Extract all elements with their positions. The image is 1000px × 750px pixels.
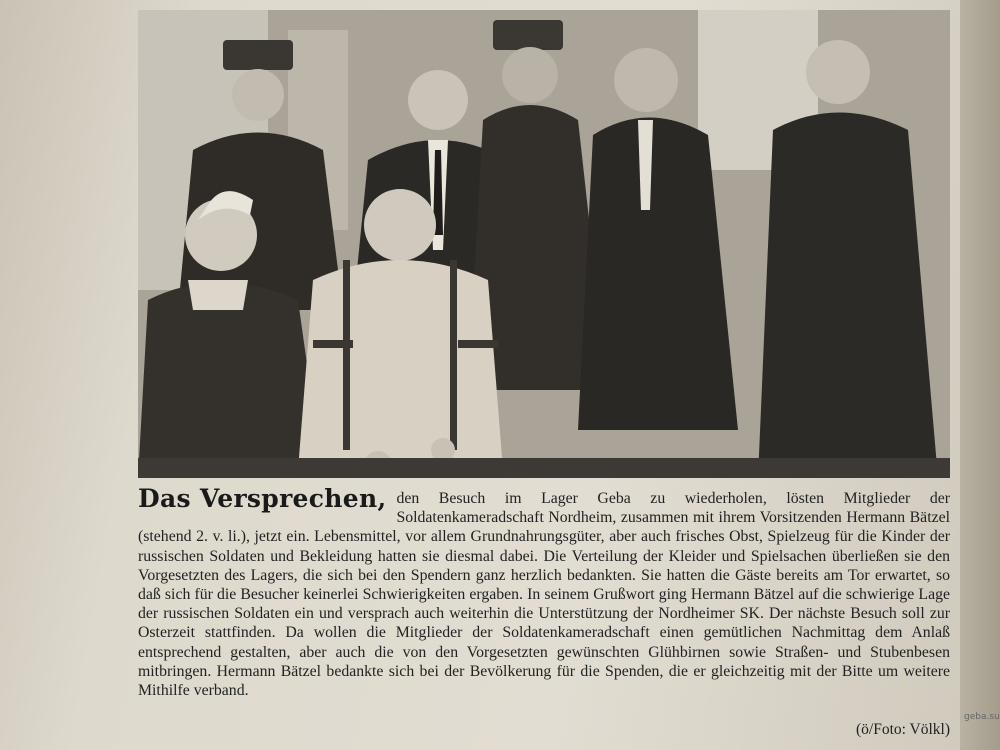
watermark: geba.su (964, 712, 1000, 722)
photo-credit: (ö/Foto: Völkl) (855, 721, 950, 738)
article-headline: Das Versprechen, (138, 484, 387, 513)
paper-fold-shadow (960, 0, 1000, 750)
group-photo (138, 10, 950, 478)
article-caption (138, 483, 950, 745)
photo-illustration (138, 10, 950, 478)
article-body: den Besuch im Lager Geba zu wiederholen, lösten Mitglieder der Soldatenkameradschaft Nordheim, zusammen mit ihrem Vorsitzenden Hermann Bätzel (stehend 2. v. li.), jetzt ein. Lebensmittel, vor allem Grundnahrungsgüter, aber auch frisches Obst, Spielzeug für die Kinder der russischen Soldaten und Bekleidung hatten sie diesmal dabei. Die Verteilung der Kleider und Spielsachen überließen sie den Vorgesetzten des Lagers, die sich bei den Spendern ganz herzlich bedankten. Sie hatten die Gäste bereits am Tor erwartet, so daß sich für die Besucher keinerlei Schwierigkeiten ergaben. In seinem Grußwort ging Hermann Bätzel auf die schwierige Lage der russischen Soldaten ein und versprach auch weiterhin die Unterstützung der Nordheimer SK. Der nächste Besuch soll zur Osterzeit stattfinden. Da wollen die Mitglieder der Soldatenkameradschaft einen gemütlichen Nachmittag dem Anlaß entsprechend gestalten, aber auch die von den Vorgesetzten gewünschten Glühbirnen sowie Straßen- und Stubenbesen mitbringen. Hermann Bätzel bedankte sich bei der Bevölkerung für die Spenden, die er gleichzeitig mit der Bitte um weitere Mithilfe verband. (138, 490, 950, 700)
